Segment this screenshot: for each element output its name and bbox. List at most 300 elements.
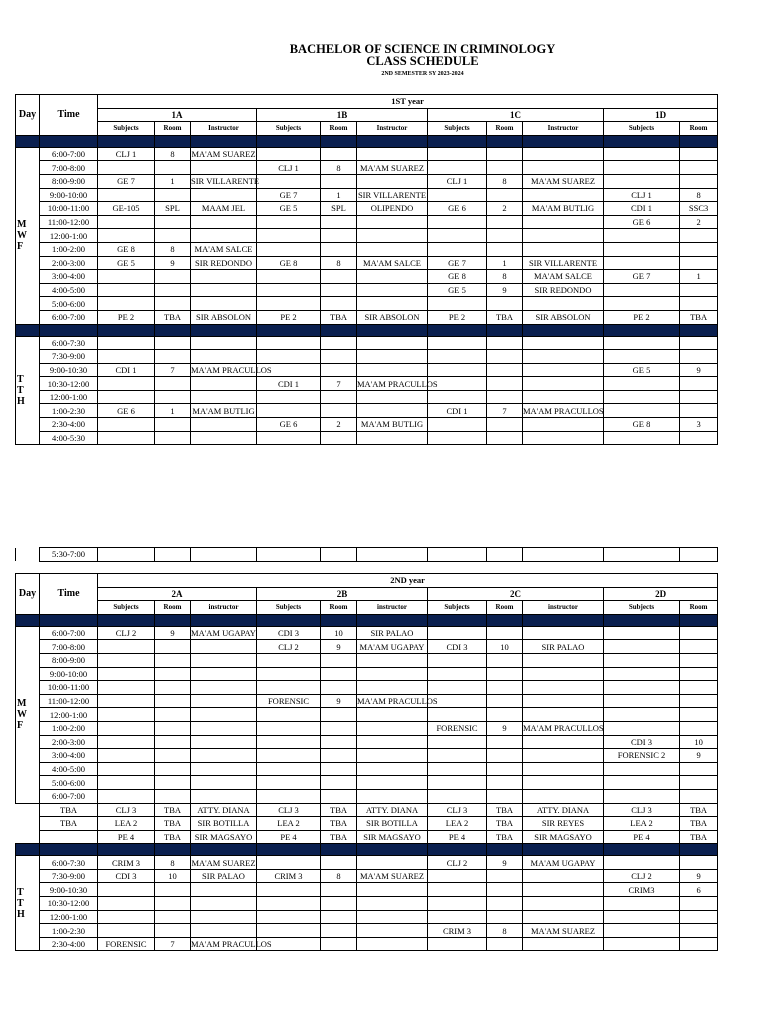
room-cell: 9 [321, 694, 357, 708]
column-header: instructor [191, 601, 257, 615]
blank-day-cell [16, 803, 40, 817]
tth-day-label: T T H [16, 336, 40, 445]
instructor-cell: MA'AM BUTLIG [192, 405, 255, 416]
instructor-cell [357, 735, 428, 749]
subject-cell [428, 681, 487, 695]
subject-cell: GE 6 [257, 418, 321, 432]
schedule-row [16, 431, 718, 445]
section-label: 1A [98, 108, 257, 122]
instructor-cell: MA'AM PRACULLOS [357, 378, 438, 389]
room-cell [155, 336, 191, 350]
schedule-row [16, 681, 718, 695]
room-cell: 9 [680, 749, 718, 763]
room-cell [487, 147, 523, 161]
time-cell: 9:00-10:30 [40, 883, 98, 897]
room-cell [680, 924, 718, 938]
room-cell: TBA [321, 803, 357, 817]
subject-cell: GE 5 [428, 283, 487, 297]
schedule-row [16, 147, 718, 161]
time-cell: 11:00-12:00 [40, 694, 98, 708]
instructor-cell [357, 762, 428, 776]
instructor-cell: ATTY. DIANA [357, 803, 428, 817]
mwf-day-label: M W F [16, 147, 40, 324]
subject-cell [257, 336, 321, 350]
instructor-cell: MA'AM PRACULLOS [191, 364, 272, 375]
subject-cell: GE 8 [604, 418, 680, 432]
time-cell: 7:30-9:00 [40, 350, 98, 364]
subject-cell: CDI 3 [257, 626, 321, 640]
room-cell [321, 897, 357, 911]
instructor-cell [523, 937, 604, 951]
room-cell [680, 653, 718, 667]
time-cell: 7:00-8:00 [40, 161, 98, 175]
instructor-cell [357, 924, 428, 938]
column-header: Subjects [98, 122, 155, 136]
band-cell [523, 324, 604, 336]
band-cell [16, 844, 40, 856]
band-cell [428, 614, 487, 626]
instructor-cell [191, 548, 257, 562]
page-title: BACHELOR OF SCIENCE IN CRIMINOLOGY [289, 42, 556, 56]
room-cell [321, 350, 357, 364]
band-cell [357, 135, 428, 147]
room-cell [321, 721, 357, 735]
room-cell [487, 229, 523, 243]
subject-cell: FORENSIC [98, 937, 155, 951]
instructor-cell: MA'AM PRACULLOS [523, 723, 604, 734]
subject-cell [428, 897, 487, 911]
room-cell [680, 937, 718, 951]
schedule-row [16, 869, 718, 883]
day-header: Day [16, 95, 40, 136]
subject-cell: CDI 1 [98, 363, 155, 377]
sections-row [16, 108, 718, 122]
subject-cell: GE 7 [257, 188, 321, 202]
time-cell: 9:00-10:00 [40, 667, 98, 681]
schedule-row [16, 653, 718, 667]
subject-cell [428, 776, 487, 790]
subject-cell [257, 653, 321, 667]
subject-cell [604, 694, 680, 708]
time-cell: 5:30-7:00 [40, 548, 98, 562]
column-header: Instructor [523, 122, 604, 136]
instructor-cell [191, 776, 257, 790]
instructor-cell: MA'AM PRACULLOS [523, 405, 604, 416]
band-cell [357, 324, 428, 336]
instructor-cell [191, 297, 257, 311]
room-cell [487, 735, 523, 749]
column-header: Room [155, 122, 191, 136]
subject-cell [98, 390, 155, 404]
room-cell [321, 708, 357, 722]
instructor-cell: MA'AM SALCE [523, 270, 604, 284]
column-headers-row [16, 601, 718, 615]
subject-cell [98, 910, 155, 924]
room-cell [487, 242, 523, 256]
section-label: 1B [257, 108, 428, 122]
room-cell: TBA [680, 817, 718, 831]
room-cell [321, 242, 357, 256]
time-cell [40, 830, 98, 844]
schedule-row [16, 789, 718, 803]
room-cell [321, 363, 357, 377]
subject-cell [257, 910, 321, 924]
instructor-cell [357, 242, 428, 256]
band-cell [604, 135, 680, 147]
room-cell [321, 404, 357, 418]
room-cell [487, 776, 523, 790]
time-cell: 1:00-2:30 [40, 404, 98, 418]
subject-cell [428, 161, 487, 175]
subject-cell: CLJ 1 [428, 174, 487, 188]
instructor-cell [191, 708, 257, 722]
instructor-cell [523, 431, 604, 445]
room-cell [155, 229, 191, 243]
schedule-row [16, 897, 718, 911]
time-cell: 2:00-3:00 [40, 735, 98, 749]
room-cell: 2 [680, 215, 718, 229]
instructor-cell: MA'AM PRACULLOS [357, 696, 438, 707]
room-cell: 2 [487, 202, 523, 216]
section-label: 1D [604, 108, 718, 122]
orphan-schedule-row [15, 547, 718, 562]
subject-cell: PE 4 [257, 830, 321, 844]
room-cell [321, 924, 357, 938]
subject-cell: CLJ 2 [604, 869, 680, 883]
band-cell [155, 324, 191, 336]
band-cell [98, 614, 155, 626]
subject-cell [604, 390, 680, 404]
instructor-cell [357, 174, 428, 188]
schedule-row [16, 910, 718, 924]
subject-cell: PE 4 [604, 830, 680, 844]
subject-cell [428, 431, 487, 445]
subject-cell [98, 681, 155, 695]
instructor-cell: MAAM JEL [191, 202, 257, 216]
subject-cell [98, 229, 155, 243]
schedule-row [16, 924, 718, 938]
time-cell: 6:00-7:30 [40, 856, 98, 870]
band-cell [523, 614, 604, 626]
subject-cell [98, 897, 155, 911]
instructor-cell [523, 694, 604, 708]
subject-cell [98, 735, 155, 749]
band-cell [155, 614, 191, 626]
room-cell [487, 215, 523, 229]
instructor-cell [357, 937, 428, 951]
room-cell [155, 390, 191, 404]
instructor-cell [523, 390, 604, 404]
subject-cell [428, 390, 487, 404]
time-cell: 7:30-9:00 [40, 869, 98, 883]
tth-day-label: T T H [16, 856, 40, 951]
subject-cell [604, 708, 680, 722]
column-header: Instructor [357, 122, 428, 136]
band-cell [523, 135, 604, 147]
subject-cell [98, 653, 155, 667]
room-cell: 1 [321, 188, 357, 202]
room-cell: 9 [680, 363, 718, 377]
subject-cell [428, 762, 487, 776]
room-cell [155, 667, 191, 681]
room-cell [155, 924, 191, 938]
room-cell [487, 390, 523, 404]
instructor-cell [191, 667, 257, 681]
subject-cell [604, 147, 680, 161]
instructor-cell [357, 681, 428, 695]
column-header: Room [680, 122, 718, 136]
room-cell: 9 [487, 856, 523, 870]
subject-cell: CLJ 2 [428, 856, 487, 870]
band-cell [155, 135, 191, 147]
section-label: 2D [604, 587, 718, 601]
room-cell [680, 242, 718, 256]
instructor-cell: SIR BOTILLA [357, 817, 428, 831]
room-cell [321, 762, 357, 776]
room-cell [487, 749, 523, 763]
room-cell [680, 161, 718, 175]
subject-cell: LEA 2 [604, 817, 680, 831]
schedule-row [16, 270, 718, 284]
column-header: Room [321, 601, 357, 615]
room-cell [155, 681, 191, 695]
time-cell: 4:00-5:30 [40, 431, 98, 445]
room-cell [321, 147, 357, 161]
time-cell: 9:00-10:00 [40, 188, 98, 202]
subject-cell [98, 188, 155, 202]
room-cell [321, 270, 357, 284]
instructor-cell [357, 856, 428, 870]
band-cell [487, 614, 523, 626]
time-cell: 10:30-12:00 [40, 377, 98, 391]
instructor-cell: MA'AM BUTLIG [523, 202, 604, 216]
band-cell [680, 135, 718, 147]
subject-cell: CLJ 2 [257, 640, 321, 654]
room-cell: TBA [155, 817, 191, 831]
room-cell: SPL [155, 202, 191, 216]
instructor-cell [523, 336, 604, 350]
room-cell: 9 [680, 869, 718, 883]
band-cell [257, 324, 321, 336]
subject-cell [257, 721, 321, 735]
instructor-cell [191, 789, 257, 803]
room-cell [321, 548, 357, 562]
band-cell [604, 614, 680, 626]
column-header: Subjects [428, 601, 487, 615]
subject-cell [428, 735, 487, 749]
time-header: Time [40, 574, 98, 615]
schedule-row [16, 350, 718, 364]
subject-cell: CRIM 3 [428, 924, 487, 938]
room-cell [155, 762, 191, 776]
instructor-cell: SIR REDONDO [523, 283, 604, 297]
room-cell [487, 297, 523, 311]
instructor-cell [191, 653, 257, 667]
column-header: Room [155, 601, 191, 615]
subject-cell [428, 789, 487, 803]
instructor-cell: MA'AM SUAREZ [191, 857, 256, 868]
year-label: 2ND year [98, 574, 718, 588]
subject-cell [98, 161, 155, 175]
subject-cell [257, 789, 321, 803]
room-cell [487, 883, 523, 897]
schedule-row [16, 626, 718, 640]
subject-cell [98, 749, 155, 763]
instructor-cell [523, 869, 604, 883]
instructor-cell [357, 708, 428, 722]
room-cell: TBA [680, 803, 718, 817]
instructor-cell [523, 350, 604, 364]
schedule-row [16, 762, 718, 776]
instructor-cell [523, 897, 604, 911]
instructor-cell [523, 910, 604, 924]
instructor-cell [523, 548, 604, 562]
room-cell [680, 721, 718, 735]
column-header: Subjects [604, 601, 680, 615]
instructor-cell: OLIPENDO [357, 202, 428, 216]
band-cell [191, 324, 257, 336]
first-year-schedule-table [15, 94, 718, 445]
subject-cell [604, 856, 680, 870]
room-cell: 9 [321, 640, 357, 654]
subject-cell: GE 5 [604, 363, 680, 377]
room-cell [680, 776, 718, 790]
subject-cell [604, 377, 680, 391]
instructor-cell [523, 418, 604, 432]
subject-cell: GE 7 [98, 174, 155, 188]
subject-cell [604, 937, 680, 951]
instructor-cell [191, 924, 257, 938]
column-header: Instructor [191, 122, 257, 136]
instructor-cell: MA'AM PRACULLOS [191, 939, 272, 950]
room-cell [680, 174, 718, 188]
subject-cell [428, 350, 487, 364]
schedule-row [16, 937, 718, 951]
subject-cell [257, 390, 321, 404]
time-cell: 2:30-4:00 [40, 418, 98, 432]
room-cell [680, 350, 718, 364]
room-cell [155, 776, 191, 790]
time-cell: 5:00-6:00 [40, 776, 98, 790]
instructor-cell [523, 363, 604, 377]
instructor-cell: SIR ABSOLON [523, 310, 604, 324]
room-cell [155, 897, 191, 911]
room-cell [321, 789, 357, 803]
subject-cell [98, 418, 155, 432]
room-cell [680, 336, 718, 350]
room-cell [155, 215, 191, 229]
subject-cell: CDI 1 [428, 404, 487, 418]
instructor-cell: ATTY. DIANA [191, 803, 257, 817]
room-cell [321, 653, 357, 667]
room-cell [321, 667, 357, 681]
column-header: instructor [357, 601, 428, 615]
instructor-cell: SIR VILLARENTE [191, 176, 260, 187]
room-cell: TBA [155, 803, 191, 817]
page-subtitle: CLASS SCHEDULE [366, 54, 479, 68]
subject-cell [257, 350, 321, 364]
subject-cell: CLJ 1 [257, 161, 321, 175]
room-cell [680, 694, 718, 708]
subject-cell: FORENSIC [257, 694, 321, 708]
room-cell [321, 174, 357, 188]
schedule-row [16, 735, 718, 749]
room-cell: TBA [321, 830, 357, 844]
room-cell [487, 336, 523, 350]
subject-cell [604, 681, 680, 695]
subject-cell [98, 776, 155, 790]
room-cell [321, 215, 357, 229]
subject-cell [428, 297, 487, 311]
room-cell [680, 897, 718, 911]
section-divider-band [16, 844, 718, 856]
subject-cell: CDI 3 [604, 735, 680, 749]
instructor-cell: SIR PALAO [191, 869, 257, 883]
room-cell: 8 [321, 161, 357, 175]
subject-cell [98, 762, 155, 776]
time-cell: 5:00-6:00 [40, 297, 98, 311]
mwf-day-label: M W F [16, 626, 40, 803]
instructor-cell [191, 640, 257, 654]
time-cell: 1:00-2:30 [40, 924, 98, 938]
room-cell [487, 869, 523, 883]
schedule-row [16, 694, 718, 708]
schedule-row [16, 817, 718, 831]
schedule-row [16, 721, 718, 735]
instructor-cell [523, 681, 604, 695]
room-cell [155, 694, 191, 708]
subject-cell [257, 297, 321, 311]
instructor-cell: SIR PALAO [523, 640, 604, 654]
room-cell: 1 [155, 174, 191, 188]
band-cell [604, 844, 680, 856]
subject-cell: CDI 1 [604, 202, 680, 216]
section-divider-band [16, 614, 718, 626]
room-cell: TBA [487, 817, 523, 831]
time-cell: 10:30-12:00 [40, 897, 98, 911]
room-cell: 8 [680, 188, 718, 202]
band-cell [487, 844, 523, 856]
subject-cell [98, 297, 155, 311]
subject-cell [604, 431, 680, 445]
subject-cell: CDI 3 [428, 640, 487, 654]
subject-cell [604, 897, 680, 911]
section-label: 2A [98, 587, 257, 601]
schedule-row [16, 242, 718, 256]
room-cell [155, 910, 191, 924]
band-cell [191, 135, 257, 147]
subject-cell [604, 336, 680, 350]
band-cell [604, 324, 680, 336]
instructor-cell [523, 789, 604, 803]
subject-cell [98, 694, 155, 708]
subject-cell [98, 708, 155, 722]
room-cell [487, 789, 523, 803]
section-label: 2B [257, 587, 428, 601]
subject-cell [604, 667, 680, 681]
subject-cell: PE 2 [604, 310, 680, 324]
schedule-row [16, 215, 718, 229]
room-cell [680, 283, 718, 297]
room-cell [155, 283, 191, 297]
subject-cell [604, 762, 680, 776]
instructor-cell: MA'AM SUAREZ [191, 149, 256, 160]
room-cell [321, 681, 357, 695]
band-cell [680, 614, 718, 626]
time-cell: 6:00-7:00 [40, 147, 98, 161]
room-cell [680, 404, 718, 418]
room-cell [487, 897, 523, 911]
